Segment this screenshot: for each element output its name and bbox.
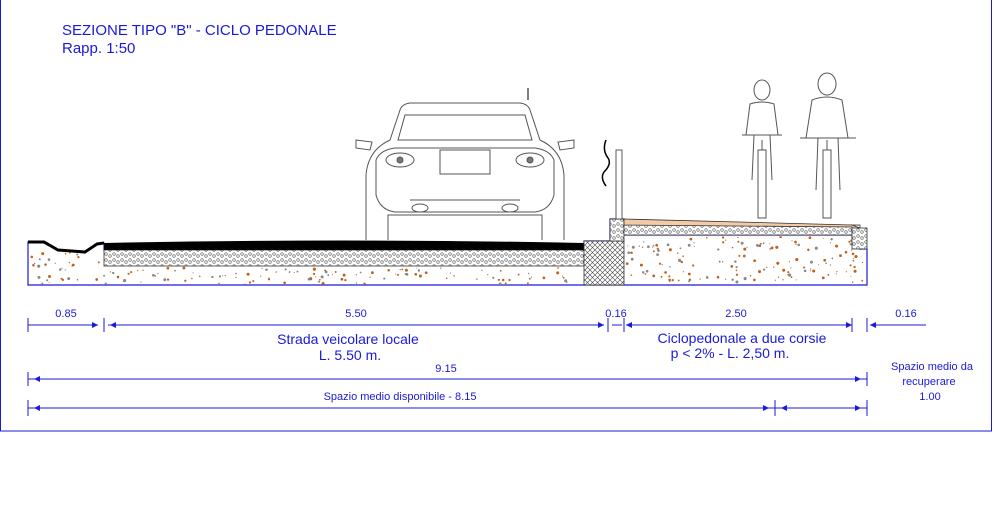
soil-speck (397, 274, 399, 276)
soil-speck (645, 273, 647, 275)
cycle-spec-label: p < 2% - L. 2,50 m. (670, 345, 790, 361)
soil-speck (647, 245, 650, 248)
soil-speck (782, 279, 783, 280)
soil-speck (31, 256, 34, 259)
soil-speck (669, 266, 671, 268)
soil-speck (853, 266, 855, 268)
soil-speck (315, 276, 316, 277)
soil-speck (313, 268, 316, 271)
soil-speck (694, 246, 695, 247)
soil-speck (852, 281, 854, 283)
soil-speck (736, 266, 738, 268)
soil-speck (627, 251, 630, 254)
soil-speck (219, 275, 221, 277)
soil-speck (110, 271, 111, 272)
soil-speck (750, 275, 752, 277)
soil-speck (688, 280, 690, 282)
soil-speck (152, 274, 155, 277)
soil-speck (830, 238, 832, 240)
soil-speck (34, 263, 36, 265)
soil-speck (123, 279, 126, 282)
soil-speck (717, 276, 720, 279)
soil-speck (566, 282, 568, 284)
soil-speck (688, 273, 691, 276)
soil-speck (796, 279, 797, 280)
soil-speck (529, 278, 531, 280)
soil-speck (481, 270, 482, 271)
soil-speck (741, 242, 744, 245)
soil-speck (655, 244, 658, 247)
soil-speck (371, 271, 374, 274)
car-rear-view-icon (356, 88, 574, 240)
soil-speck (631, 274, 633, 276)
soil-speck (678, 259, 681, 262)
soil-speck (836, 273, 837, 274)
soil-speck (730, 265, 733, 268)
soil-speck (773, 266, 774, 267)
soil-speck (787, 271, 789, 273)
edge-curb (852, 228, 867, 249)
soil-speck (77, 256, 79, 258)
soil-speck (738, 255, 740, 257)
soil-speck (95, 278, 98, 281)
soil-speck (556, 271, 559, 274)
soil-speck (815, 247, 818, 250)
soil-speck (778, 276, 779, 277)
dim-available: Spazio medio disponibile - 8.15 (323, 391, 477, 403)
soil-speck (218, 282, 220, 284)
soil-speck (810, 270, 811, 271)
soil-speck (861, 280, 863, 282)
soil-speck (753, 259, 756, 262)
soil-speck (414, 273, 417, 276)
soil-speck (851, 249, 852, 250)
soil-speck (640, 264, 643, 267)
soil-speck (668, 275, 670, 277)
soil-speck (822, 277, 825, 280)
soil-speck (199, 276, 201, 278)
soil-speck (387, 269, 390, 272)
soil-speck (167, 278, 169, 280)
soil-speck (693, 242, 694, 243)
soil-speck (652, 275, 655, 278)
soil-speck (775, 280, 776, 281)
soil-speck (211, 276, 213, 278)
soil-speck (725, 279, 726, 280)
soil-speck (543, 277, 546, 280)
soil-speck (722, 236, 724, 238)
soil-speck (850, 264, 852, 266)
soil-speck (37, 265, 40, 268)
soil-speck (360, 272, 362, 274)
soil-speck (42, 253, 43, 254)
soil-speck (128, 273, 130, 275)
soil-speck (65, 269, 66, 270)
soil-speck (688, 244, 691, 247)
soil-speck (734, 260, 736, 262)
soil-speck (790, 267, 791, 268)
soil-speck (49, 282, 50, 283)
soil-speck (289, 271, 291, 273)
soil-speck (656, 253, 659, 256)
soil-speck (846, 271, 847, 272)
soil-speck (405, 269, 408, 272)
soil-speck (743, 255, 746, 258)
soil-speck (657, 248, 660, 251)
soil-speck (453, 275, 455, 277)
soil-speck (669, 248, 672, 251)
soil-speck (112, 272, 114, 274)
soil-speck (332, 274, 333, 275)
soil-speck (794, 241, 797, 244)
soil-speck (731, 278, 733, 280)
soil-speck (419, 275, 422, 278)
soil-speck (706, 237, 708, 239)
soil-speck (563, 277, 565, 279)
soil-speck (62, 279, 64, 281)
soil-speck (639, 246, 640, 247)
soil-speck (771, 247, 774, 250)
soil-speck (850, 243, 852, 245)
soil-speck (450, 273, 451, 274)
soil-speck (725, 239, 726, 240)
soil-speck (327, 274, 329, 276)
soil-speck (38, 276, 41, 279)
road-width-label: L. 5.50 m. (318, 347, 382, 363)
soil-speck (804, 270, 807, 273)
soil-speck (130, 271, 132, 273)
soil-speck (247, 273, 250, 276)
soil-speck (827, 274, 829, 276)
soil-speck (67, 277, 70, 280)
soil-speck (706, 276, 709, 279)
soil-speck (787, 274, 788, 275)
soil-speck (737, 241, 739, 243)
soil-speck (862, 262, 863, 263)
soil-speck (836, 271, 837, 272)
soil-speck (722, 261, 724, 263)
soil-speck (167, 267, 170, 270)
soil-speck (500, 270, 502, 272)
curb-top (610, 219, 624, 241)
soil-speck (48, 258, 51, 261)
soil-speck (753, 279, 756, 282)
soil-speck (759, 245, 762, 248)
soil-speck (531, 277, 532, 278)
cyclist-left-icon (742, 80, 782, 218)
soil-speck (850, 276, 851, 277)
soil-speck (807, 249, 809, 251)
soil-speck (32, 264, 35, 267)
soil-speck (812, 269, 815, 272)
soil-speck (498, 279, 500, 281)
road-asphalt (104, 241, 584, 251)
soil-speck (105, 283, 107, 285)
soil-speck (642, 247, 643, 248)
soil-speck (476, 278, 477, 279)
soil-speck (182, 267, 185, 270)
soil-speck (788, 274, 791, 277)
soil-speck (736, 270, 738, 272)
soil-speck (294, 272, 295, 273)
soil-speck (853, 260, 855, 262)
road-label: Strada veicolare locale (277, 331, 419, 347)
soil-speck (249, 281, 251, 283)
soil-speck (508, 279, 510, 281)
soil-speck (46, 279, 48, 281)
soil-speck (344, 279, 346, 281)
soil-speck (72, 266, 73, 267)
soil-speck (527, 282, 529, 284)
soil-speck (76, 253, 78, 255)
soil-speck (659, 263, 661, 265)
soil-speck (48, 275, 51, 278)
soil-speck (44, 263, 47, 266)
soil-speck (776, 262, 779, 265)
soil-speck (356, 283, 357, 284)
soil-speck (809, 236, 812, 239)
soil-speck (668, 279, 671, 282)
soil-speck (244, 283, 245, 284)
soil-speck (682, 255, 684, 257)
soil-speck (313, 273, 315, 275)
soil-speck (487, 274, 488, 275)
soil-speck (661, 264, 662, 265)
soil-speck (769, 243, 770, 244)
soil-speck (297, 271, 299, 273)
soil-speck (653, 245, 655, 247)
soil-speck (285, 268, 287, 270)
fence-post (602, 140, 622, 219)
soil-speck (646, 270, 649, 273)
soil-speck (261, 268, 262, 269)
soil-speck (835, 245, 838, 248)
soil-speck (699, 278, 700, 279)
soil-speck (321, 275, 324, 278)
soil-speck (692, 264, 694, 266)
soil-speck (848, 241, 850, 243)
soil-speck (672, 279, 674, 281)
soil-speck (401, 268, 403, 270)
soil-speck (193, 272, 194, 273)
soil-speck (395, 274, 396, 275)
dim-road: 5.50 (345, 308, 367, 320)
soil-speck (260, 276, 261, 277)
soil-speck (41, 283, 43, 285)
soil-speck (98, 261, 100, 263)
soil-speck (717, 248, 719, 250)
recover-label-1: Spazio medio da (891, 361, 973, 373)
soil-speck (265, 268, 268, 271)
soil-speck (763, 268, 765, 270)
soil-speck (325, 271, 328, 274)
soil-speck (853, 258, 854, 259)
soil-speck (667, 243, 670, 246)
soil-speck (845, 251, 848, 254)
soil-speck (268, 278, 270, 280)
soil-speck (852, 253, 855, 256)
curb-block (584, 241, 624, 285)
soil-speck (117, 276, 120, 279)
soil-speck (59, 268, 61, 270)
soil-speck (630, 252, 631, 253)
soil-speck (416, 268, 417, 269)
soil-speck (779, 236, 781, 238)
soil-speck (418, 269, 420, 271)
soil-speck (735, 280, 738, 283)
soil-speck (383, 278, 385, 280)
soil-speck (318, 281, 320, 283)
soil-speck (631, 258, 634, 261)
soil-speck (308, 278, 311, 281)
soil-speck (664, 271, 667, 274)
soil-speck (854, 255, 857, 258)
drawing-scale: Rapp. 1:50 (62, 40, 136, 57)
soil-speck (191, 278, 193, 280)
soil-speck (528, 273, 530, 275)
soil-speck (69, 262, 70, 263)
soil-speck (782, 269, 785, 272)
soil-speck (157, 273, 158, 274)
soil-speck (322, 282, 325, 285)
soil-speck (810, 268, 811, 269)
road-gravel-layer (104, 250, 584, 266)
soil-speck (830, 264, 831, 265)
dim-curb: 0.16 (605, 308, 627, 320)
soil-speck (65, 253, 67, 255)
soil-speck (61, 268, 62, 269)
dim-total: 9.15 (435, 363, 457, 375)
soil-speck (795, 258, 798, 261)
soil-speck (732, 247, 734, 249)
soil-speck (661, 276, 663, 278)
dim-shoulder: 0.85 (55, 308, 77, 320)
soil-speck (763, 242, 765, 244)
soil-speck (225, 275, 226, 276)
soil-speck (818, 264, 819, 265)
soil-speck (744, 277, 747, 280)
drawing-title: SEZIONE TIPO "B" - CICLO PEDONALE (62, 22, 337, 39)
soil-speck (140, 282, 141, 283)
soil-speck (222, 275, 223, 276)
soil-speck (789, 261, 790, 262)
soil-speck (335, 271, 337, 273)
soil-speck (832, 258, 834, 260)
soil-speck (275, 271, 277, 273)
soil-speck (235, 273, 237, 275)
soil-speck (683, 271, 684, 272)
soil-speck (830, 242, 831, 243)
soil-speck (55, 263, 56, 264)
soil-speck (41, 252, 44, 255)
soil-speck (756, 244, 759, 247)
soil-speck (746, 247, 747, 248)
soil-speck (283, 281, 286, 284)
soil-speck (400, 269, 401, 270)
cycle-label: Ciclopedonale a due corsie (657, 330, 827, 346)
soil-speck (103, 275, 105, 277)
soil-speck (652, 246, 653, 247)
soil-speck (562, 276, 563, 277)
soil-speck (795, 244, 796, 245)
soil-speck (642, 271, 644, 273)
soil-speck (446, 277, 448, 279)
soil-speck (163, 278, 166, 281)
recover-label-3: 1.00 (919, 391, 941, 403)
soil-speck (341, 278, 344, 281)
soil-speck (839, 254, 842, 257)
soil-speck (557, 267, 559, 269)
dim-edge: 0.16 (895, 308, 917, 320)
soil-speck (626, 262, 629, 265)
soil-speck (39, 258, 41, 260)
soil-speck (719, 261, 721, 263)
soil-speck (679, 247, 681, 249)
soil-speck (502, 279, 505, 282)
soil-speck (760, 243, 762, 245)
soil-speck (518, 274, 520, 276)
soil-speck (825, 262, 827, 264)
dim-cycle: 2.50 (725, 308, 747, 320)
soil-speck (823, 238, 824, 239)
soil-speck (791, 276, 793, 278)
soil-speck (803, 266, 805, 268)
soil-speck (758, 270, 761, 273)
soil-speck (363, 283, 365, 285)
soil-speck (440, 268, 441, 269)
soil-speck (142, 270, 143, 271)
soil-speck (690, 238, 693, 241)
soil-speck (678, 280, 680, 282)
soil-speck (174, 270, 176, 272)
soil-speck (854, 270, 857, 273)
soil-speck (677, 252, 678, 253)
soil-speck (632, 246, 635, 249)
soil-speck (356, 274, 357, 275)
soil-speck (235, 277, 236, 278)
soil-speck (737, 237, 738, 238)
soil-speck (722, 241, 724, 243)
soil-speck (77, 279, 79, 281)
soil-speck (775, 246, 778, 249)
soil-speck (405, 273, 408, 276)
soil-speck (505, 282, 507, 284)
cyclist-right-icon (800, 73, 856, 218)
soil-speck (653, 250, 655, 252)
soil-speck (137, 270, 138, 271)
soil-speck (252, 280, 254, 282)
soil-speck (627, 245, 628, 246)
soil-speck (797, 244, 800, 247)
soil-speck (810, 261, 813, 264)
recover-label-2: recuperare (902, 376, 956, 388)
soil-speck (791, 240, 792, 241)
soil-speck (184, 280, 186, 282)
soil-speck (369, 276, 370, 277)
soil-speck (766, 267, 767, 268)
soil-speck (343, 274, 346, 277)
soil-speck (743, 248, 746, 251)
soil-speck (643, 241, 644, 242)
soil-speck (425, 271, 428, 274)
soil-speck (823, 259, 826, 262)
soil-speck (319, 279, 321, 281)
soil-speck (492, 277, 494, 279)
soil-speck (499, 282, 502, 285)
soil-speck (736, 274, 738, 276)
